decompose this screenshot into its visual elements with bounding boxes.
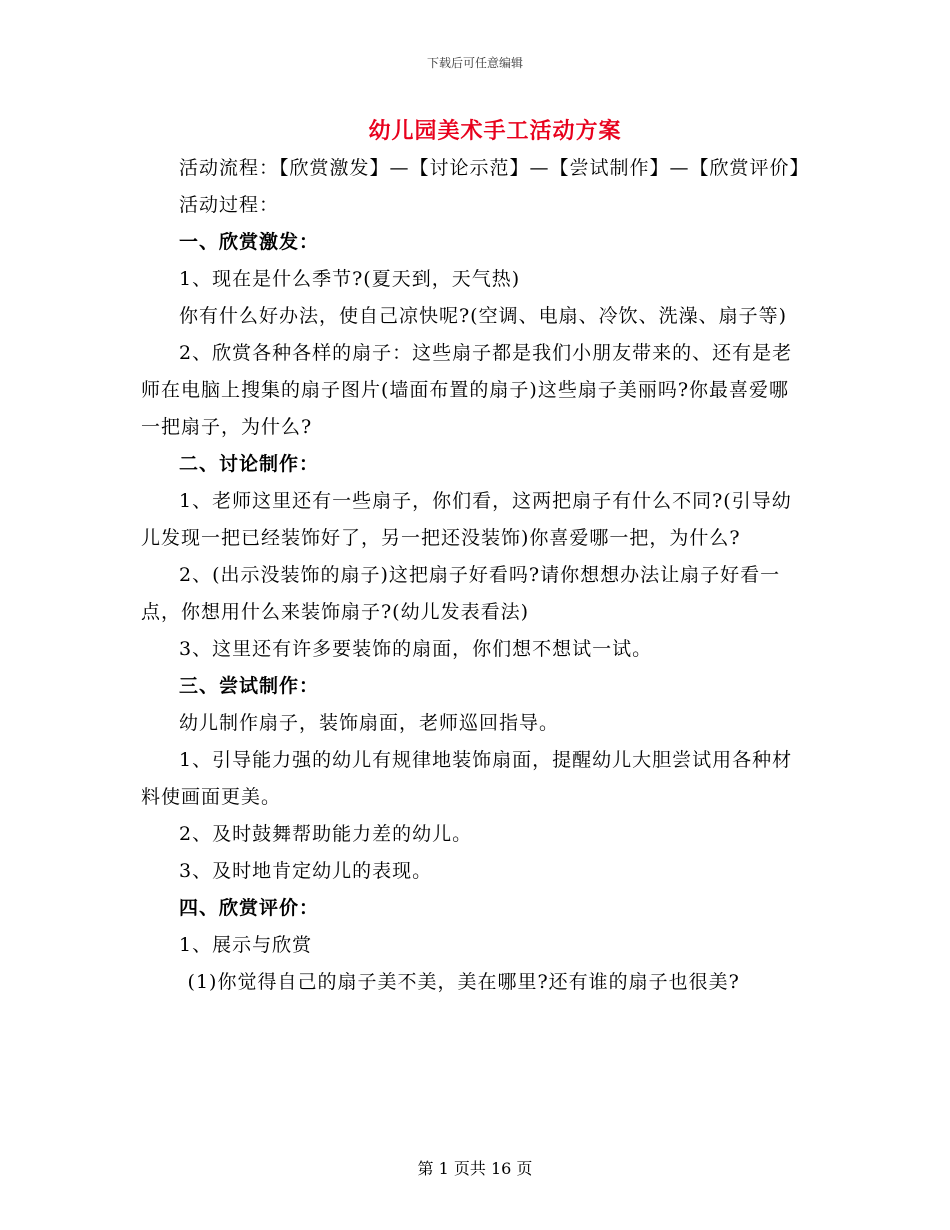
section-heading-discussion: 二、讨论制作： xyxy=(179,453,320,475)
paragraph: 1、引导能力强的幼儿有规律地装饰扇面，提醒幼儿大胆尝试用各种材料使画面更美。 xyxy=(141,749,793,808)
document-title: 幼儿园美术手工活动方案 xyxy=(368,118,622,144)
paragraph: 3、及时地肯定幼儿的表现。 xyxy=(179,860,433,882)
paragraph: (1)你觉得自己的扇子美不美，美在哪里?还有谁的扇子也很美? xyxy=(187,971,740,993)
paragraph: 1、现在是什么季节?(夏天到，天气热) xyxy=(179,268,521,290)
paragraph: 2、(出示没装饰的扇子)这把扇子好看吗?请你想想办法让扇子好看一点，你想用什么来装饰扇子?(幼儿发表看法) xyxy=(141,564,781,623)
paragraph: 幼儿制作扇子，装饰扇面，老师巡回指导。 xyxy=(179,712,560,734)
section-heading-evaluation: 四、欣赏评价： xyxy=(179,897,320,919)
paragraph: 3、这里还有许多要装饰的扇面，你们想不想试一试。 xyxy=(179,638,653,660)
document-body xyxy=(141,150,810,1001)
paragraph-activity-process: 活动过程： xyxy=(179,194,280,216)
section-heading-appreciation: 一、欣赏激发： xyxy=(179,231,320,253)
page-footer: 第 1 页共 16 页 xyxy=(417,1159,533,1178)
paragraph: 1、老师这里还有一些扇子，你们看，这两把扇子有什么不同?(引导幼儿发现一把已经装饰好了，另一把还没装饰)你喜爱哪一把，为什么? xyxy=(141,490,792,549)
paragraph: 2、及时鼓舞帮助能力差的幼儿。 xyxy=(179,823,473,845)
header-note: 下载后可任意编辑 xyxy=(426,56,523,70)
paragraph: 2、欣赏各种各样的扇子：这些扇子都是我们小朋友带来的、还有是老师在电脑上搜集的扇子图片(墙面布置的扇子)这些扇子美丽吗?你最喜爱哪一把扇子，为什么? xyxy=(141,342,793,438)
paragraph: 1、展示与欣赏 xyxy=(179,934,313,956)
paragraph: 你有什么好办法，使自己凉快呢?(空调、电扇、冷饮、洗澡、扇子等) xyxy=(179,305,788,327)
paragraph-activity-flow: 活动流程：【欣赏激发】—【讨论示范】—【尝试制作】—【欣赏评价】 xyxy=(179,157,810,179)
section-heading-making: 三、尝试制作： xyxy=(179,675,320,697)
